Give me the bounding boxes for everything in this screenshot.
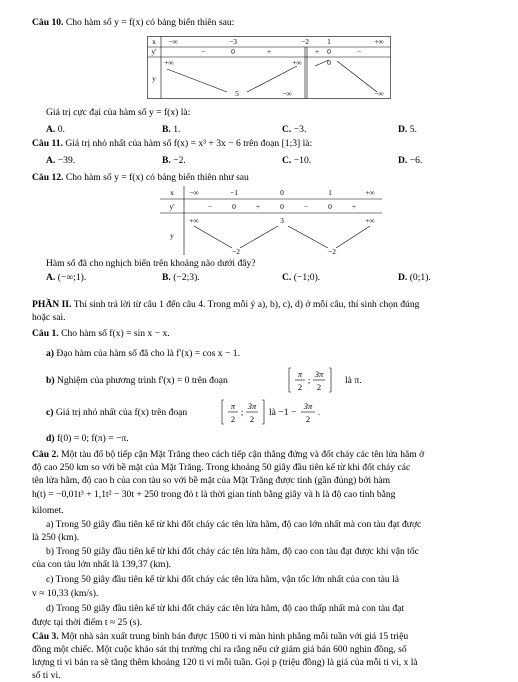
q12-question: Hàm số đã cho nghịch biến trên khoảng nào dưới đây?	[46, 258, 256, 269]
c3-line2: đồng một chiếc. Một cuộc khảo sát thị trường chỉ ra rằng nếu cứ giảm giá bán 600 nghìn đồng, số	[32, 644, 407, 655]
c2-item-b-line1[interactable]: b) Trong 50 giây đầu tiên kể từ khi đốt cháy các tên lửa hãm, độ cao con tàu đạt được khi vận tốc	[46, 546, 419, 557]
q10-y3: 5	[235, 89, 239, 98]
q12-yp-label: y'	[169, 202, 175, 211]
q12-x1: −1	[230, 188, 238, 197]
svg-text:2: 2	[249, 414, 255, 424]
q11-head: Câu 11.	[32, 138, 63, 149]
q10-y5: −∞	[374, 89, 384, 98]
c3-line3: lượng ti vi bán ra sẽ tăng thêm khoảng 120 ti vi mỗi tuần. Gọi p (triệu đồng) là giá của mỗi ti vi, x là	[32, 657, 418, 668]
svg-text:2: 2	[230, 414, 236, 424]
q12-stem-line	[32, 172, 249, 183]
q10-question: Giá trị cực đại của hàm số y = f(x) là:	[46, 107, 191, 118]
q10-stem: Cho hàm số y = f(x) có bảng biến thiên sau:	[65, 17, 235, 28]
c3-line1: Câu 3. Một nhà sản xuất trung bình bán được 1500 ti vi màn hình phẳng mỗi tuần với giá 15 triệu	[32, 631, 409, 642]
c2-line2: độ cao 250 km so với bề mặt của Mặt Trăng. Trong khoảng 50 giây đầu tiên kể từ khi đốt cháy các	[32, 462, 411, 473]
svg-text:2: 2	[305, 414, 311, 424]
svg-text:3π: 3π	[314, 369, 324, 379]
q10-yp1: 0	[231, 47, 235, 56]
q12-yp6: +	[351, 202, 357, 211]
q10-yp0: −	[200, 47, 206, 56]
q10-option-c[interactable]: C. −3.	[282, 124, 307, 135]
c2-line4: h(t) = −0,01t³ + 1,1t² − 30t + 250 trong đó t là thời gian tính bằng giây và h là độ cao tính bằng	[32, 489, 396, 500]
q10-yp-label: y'	[151, 47, 157, 56]
q10-head: Câu 10.	[32, 17, 64, 28]
q12-head: Câu 12.	[32, 172, 64, 183]
q12-y0: +∞	[189, 216, 199, 225]
q10-y0: +∞	[164, 58, 174, 67]
c1-b-interval	[287, 366, 343, 394]
c2-head: Câu 2.	[32, 449, 59, 460]
c2-item-d-line1[interactable]: d) Trong 50 giây đầu tiên kể từ khi đốt cháy các tên lửa hãm, độ cao thấp nhất mà con tàu đạt	[46, 603, 405, 614]
part2-intro1: Thí sinh trả lời từ câu 1 đến câu 4. Trong mỗi ý a), b), c), d) ở mỗi câu, thí sinh chọn đúng	[73, 299, 420, 310]
c1-item-c[interactable]: c) Giá trị nhỏ nhất của f(x) trên đoạn	[46, 407, 188, 418]
q10-y1: +∞	[292, 58, 302, 67]
part2-head: PHẦN II.	[32, 299, 72, 310]
q12-yp3: 0	[280, 202, 284, 211]
q12-yp2: +	[255, 202, 261, 211]
q10-x2: −2	[301, 37, 309, 46]
svg-text:;: ;	[240, 407, 244, 417]
c1-c-answer: là −1 −	[269, 407, 297, 418]
c2-item-c-line1[interactable]: c) Trong 50 giây đầu tiên kể từ khi đốt cháy các tên lửa hãm, vận tốc lớn nhất của con tàu là	[46, 574, 400, 585]
q10-option-b[interactable]: B. 1.	[162, 124, 181, 135]
q12-y3: −2	[232, 247, 240, 255]
q10-yp4: 0	[327, 47, 331, 56]
q12-yp4: −	[303, 202, 309, 211]
q12-yp5: 0	[328, 202, 332, 211]
q12-yp1: 0	[232, 202, 236, 211]
q12-x2: 0	[280, 188, 284, 197]
q12-y2: +∞	[365, 216, 375, 225]
q10-yp2: +	[266, 47, 272, 56]
q12-y4: −2	[328, 247, 336, 255]
q10-y2: 0	[327, 58, 331, 67]
c2-item-c-line2: v ≈ 10,33 (km/s).	[32, 588, 99, 599]
q10-y-label: y	[152, 74, 156, 83]
q12-option-b[interactable]: B. (−2;3).	[162, 272, 200, 283]
c1-item-b[interactable]: b) Nghiệm của phương trình f'(x) = 0 trên đoạn	[46, 375, 228, 386]
q12-yp0: −	[207, 202, 213, 211]
q12-x-label: x	[170, 188, 174, 197]
part2-intro2: hoặc sai.	[32, 312, 66, 323]
c1-item-a[interactable]: a) Đạo hàm của hàm số đã cho là f'(x) = cos x − 1.	[46, 348, 240, 359]
q11-stem: Giá trị nhỏ nhất của hàm số f(x) = x³ + 3x − 6 trên đoạn [1;3] là:	[65, 138, 313, 149]
c1-stem: Cho hàm số f(x) = sin x − x.	[61, 328, 170, 339]
svg-text:2: 2	[316, 382, 322, 392]
part2-intro-line1	[32, 299, 419, 310]
q10-x3: 1	[327, 37, 331, 46]
q12-option-c[interactable]: C. (−1;0).	[282, 272, 321, 283]
c1-stem-line	[32, 328, 170, 339]
q12-y-label: y	[170, 231, 174, 240]
q10-x1: −3	[229, 37, 237, 46]
q12-stem: Cho hàm số y = f(x) có bảng biến thiên như sau	[65, 172, 249, 183]
q11-stem-line	[32, 138, 312, 149]
c3-line4: số ti vi.	[32, 670, 61, 681]
q12-x0: −∞	[189, 188, 199, 197]
q12-y1: 3	[280, 216, 284, 225]
svg-text:3π: 3π	[247, 401, 257, 411]
c2-line3: tên lửa hãm, độ cao h của con tàu so với bề mặt của Mặt Trăng được tính (gần đúng) bởi hàm	[32, 475, 391, 486]
c2-item-b-line2: của con tàu lớn nhất là 139,37 (km).	[32, 559, 172, 570]
c2-item-a-line2: là 250 (km).	[32, 532, 80, 543]
svg-text:2: 2	[297, 382, 303, 392]
c1-item-d[interactable]: d) f(0) = 0; f(π) = −π.	[46, 433, 129, 444]
q10-x0: −∞	[168, 37, 178, 46]
q12-variation-table	[160, 186, 382, 255]
q11-option-a[interactable]: A. −39.	[46, 155, 76, 166]
q10-x4: +∞	[374, 37, 384, 46]
q10-x-label: x	[152, 37, 156, 46]
c1-c-interval	[220, 398, 276, 426]
q10-y4: −∞	[282, 89, 292, 98]
q10-option-a[interactable]: A. 0.	[46, 124, 65, 135]
q12-x4: +∞	[365, 188, 375, 197]
q10-variation-table	[147, 36, 391, 99]
c2-item-a-line1[interactable]: a) Trong 50 giây đầu tiên kể từ khi đốt cháy các tên lửa hãm, độ cao lớn nhất mà con tàu đạt được	[46, 519, 422, 530]
q10-option-d[interactable]: D. 5.	[398, 124, 417, 135]
c1-b-answer: là π.	[345, 375, 362, 386]
svg-text:π: π	[230, 401, 236, 411]
c1-c-fraction	[299, 398, 323, 426]
c2-line5: kilomet.	[32, 505, 64, 516]
q10-yp5: −	[356, 47, 362, 56]
svg-text:π: π	[297, 369, 303, 379]
q10-yp3: +	[314, 47, 320, 56]
q11-option-c[interactable]: C. −10.	[282, 155, 312, 166]
c1-head: Câu 1.	[32, 328, 59, 339]
svg-text:;: ;	[307, 375, 311, 385]
c3-head: Câu 3.	[32, 631, 59, 642]
q12-option-d[interactable]: D. (0;1).	[398, 272, 431, 283]
q11-option-b[interactable]: B. −2.	[162, 155, 186, 166]
svg-text:.: .	[317, 407, 321, 417]
c2-item-d-line2: được tại thời điểm t ≈ 25 (s).	[32, 617, 143, 628]
c2-line1: Câu 2. Một tàu đổ bộ tiếp cận Mặt Trăng theo cách tiếp cận thẳng đứng và đốt cháy các tên lửa hãm ở	[32, 449, 425, 460]
q11-option-d[interactable]: D. −6.	[398, 155, 423, 166]
q10-stem-line	[32, 17, 234, 28]
svg-text:3π: 3π	[303, 401, 313, 411]
q12-option-a[interactable]: A. (−∞;1).	[46, 272, 87, 283]
q12-x3: 1	[328, 188, 332, 197]
